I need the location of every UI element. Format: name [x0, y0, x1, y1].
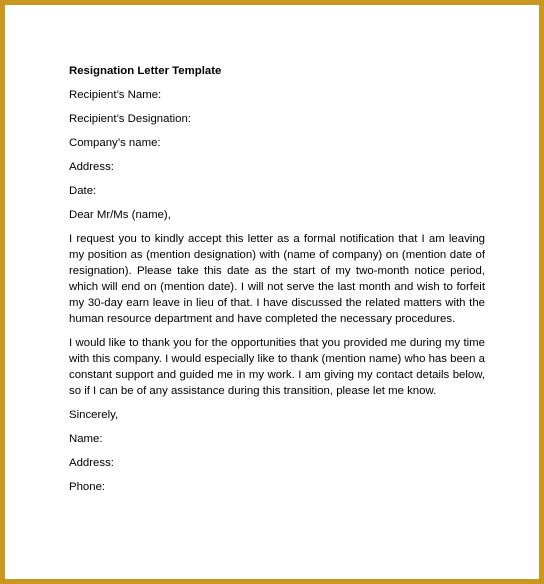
letter-title: Resignation Letter Template — [69, 65, 222, 77]
recipient-name-field: Recipient’s Name: — [69, 89, 162, 101]
letter-page — [69, 63, 485, 503]
body-paragraph-1: I request you to kindly accept this letter as a formal notification that I am leaving my position as (mention designation) with (name of company) on (mention date of resignation). Please take this date as the start of my two-month notice period, which will end on (mention date). I will not serve the last month and wish to forfeit my 30-day earn leave in lieu of that. I have discussed the related matters with the human resource department and have completed the necessary procedures. — [69, 233, 485, 325]
signature-name-field: Name: — [69, 433, 103, 445]
recipient-designation-field: Recipient’s Designation: — [69, 113, 191, 125]
closing: Sincerely, — [69, 409, 119, 421]
signature-phone-field: Phone: — [69, 481, 106, 493]
salutation: Dear Mr/Ms (name), — [69, 209, 171, 221]
date-field: Date: — [69, 185, 97, 197]
company-name-field: Company’s name: — [69, 137, 161, 149]
address-field: Address: — [69, 161, 114, 173]
body-paragraph-2: I would like to thank you for the opportunities that you provided me during my time with this company. I would especially like to thank (mention name) who has been a constant support and guided me in my work. I am giving my contact details below, so if I can be of any assistance during this transition, please let me know. — [69, 337, 485, 397]
signature-address-field: Address: — [69, 457, 114, 469]
